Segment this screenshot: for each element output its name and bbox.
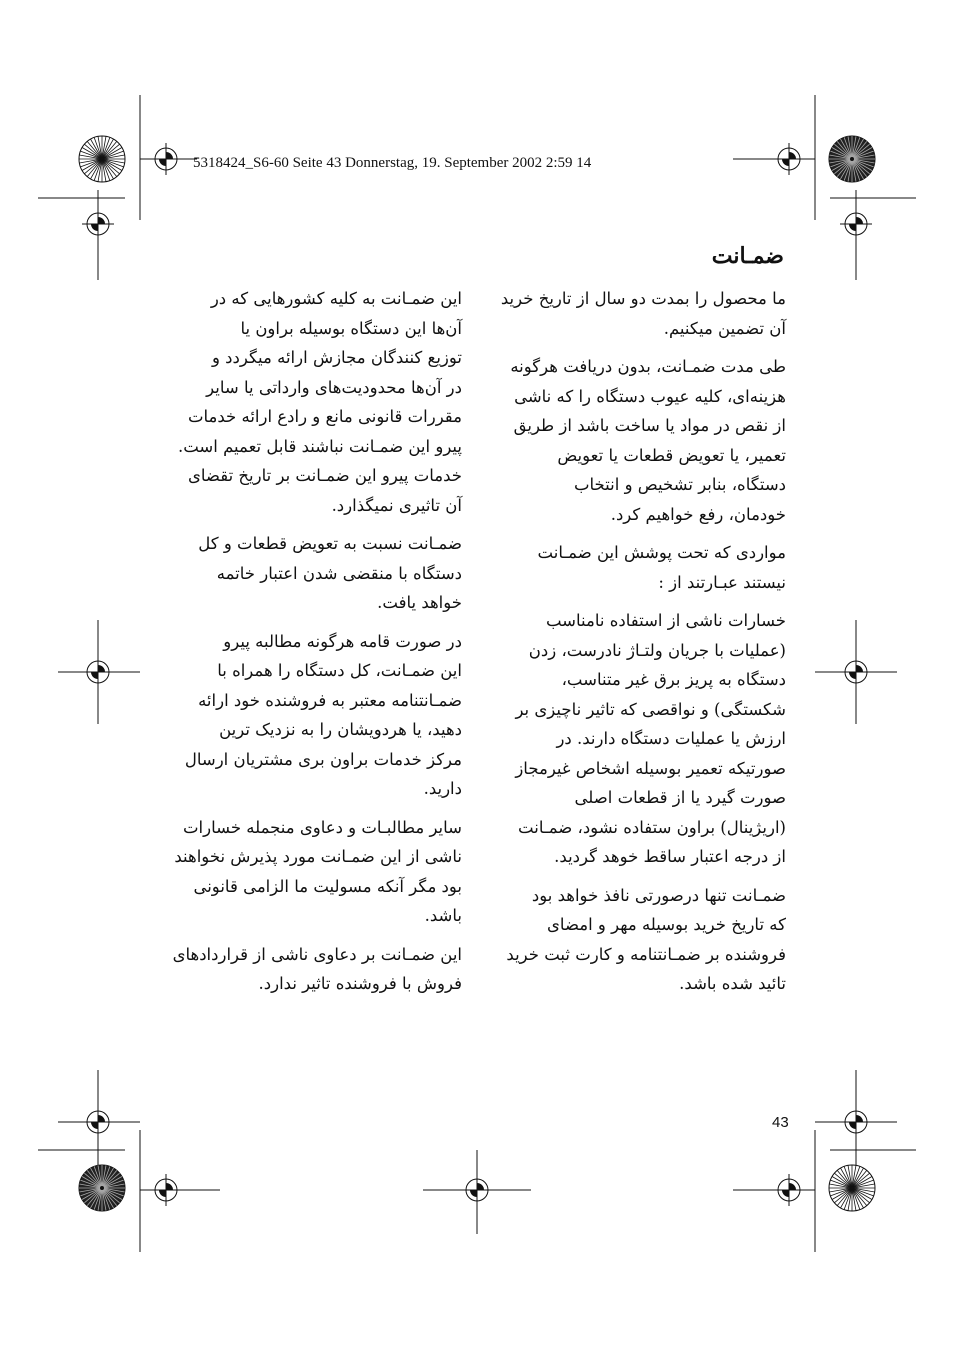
paragraph bbox=[162, 940, 462, 999]
text-line: خسارات ناشی از استفاده نامناسب bbox=[545, 611, 786, 630]
text-line: خدمات پیرو این ضمـانت بر تاریخ تقضای bbox=[187, 466, 462, 485]
text-line: آن تضمین میکنیم. bbox=[663, 318, 786, 338]
text-line: توزیع کنندگان مجازش ارائه میگردد و bbox=[211, 348, 462, 367]
paragraph bbox=[162, 813, 462, 931]
text-line: فروشنده بر ضمـانتنامه و کارت ثبت خرید bbox=[506, 944, 786, 964]
text-line: نیستند عبـارتند از : bbox=[658, 572, 786, 592]
text-line: آن‌ها این دستگاه بوسیله براون یا bbox=[240, 318, 462, 338]
text-line: خواهد یافت. bbox=[377, 593, 462, 612]
page-title: ضمـانت bbox=[711, 243, 784, 269]
text-line: صورتیکه تعمیر بوسیله اشخاص غیرمجاز bbox=[515, 758, 786, 778]
paragraph bbox=[162, 529, 462, 618]
text-line: ارزش یا عملیات دستگاه دارند. در bbox=[556, 729, 786, 748]
text-line: در صورت قامه هرگونه مطالبه پیرو bbox=[223, 631, 462, 651]
text-line: آن تاثیری نمیگذارد. bbox=[331, 495, 462, 515]
text-line: باشد. bbox=[424, 906, 462, 925]
text-line: ضمـانت تنها درصورتی نافذ خواهد بود bbox=[531, 885, 786, 905]
text-line: سایر مطالبـات و دعاوی منجمله خسارات bbox=[183, 817, 462, 837]
print-slug: 5318424_S6-60 Seite 43 Donnerstag, 19. September 2002 2:59 14 bbox=[193, 155, 592, 171]
paragraph bbox=[496, 881, 786, 999]
paragraph bbox=[496, 538, 786, 597]
text-line: دستگاه، بنابر تشخیص و انتخاب bbox=[573, 475, 786, 494]
text-line: شکستگی) و نواقصی که تاثیر ناچیزی بر bbox=[515, 699, 786, 719]
text-line: بود مگر آنکه مسولیت ما الزامی قانونی bbox=[193, 876, 462, 896]
text-line: این ضمـانت، کل دستگاه را همراه با bbox=[217, 661, 462, 680]
text-line: از نقص در مواد یا ساخت باشد از طریق bbox=[513, 416, 786, 435]
text-line: که تاریخ خرید بوسیله مهر و امضای bbox=[547, 915, 786, 934]
text-column-left bbox=[162, 284, 462, 1008]
paragraph bbox=[496, 284, 786, 343]
text-line: تائید شده باشد. bbox=[679, 974, 786, 993]
text-line: در آن‌ها محدودیت‌های وارداتی یا سایر bbox=[206, 377, 462, 397]
text-line: فروش با فروشنده تاثیر ندارد. bbox=[258, 974, 462, 993]
text-line: ضمـانت نسبت به تعویض قطعات و کل bbox=[198, 534, 462, 553]
text-line: دارید. bbox=[423, 779, 462, 798]
text-line: مواردی که تحت پوشش این ضمـانت bbox=[537, 543, 786, 562]
text-line: دهید، یا هردویشان را به نزدیک ترین bbox=[219, 720, 462, 739]
text-line: مقررات قانونی مانع و رادع ارائه خدمات bbox=[187, 407, 462, 426]
text-line: مرکز خدمات براون بری مشتریان ارسال bbox=[184, 749, 462, 769]
paragraph bbox=[162, 627, 462, 804]
text-line: تعمیر، یا تعویض قطعات یا تعویض bbox=[557, 445, 786, 465]
text-line: (اریژینال) براون ستفاده نشود، ضمـانت bbox=[518, 817, 786, 837]
text-line: هزینه‌ای، کلیه عیوب دستگاه را که ناشی bbox=[514, 386, 786, 406]
text-line: ناشی از این ضمـانت مورد پذیرش نخواهند bbox=[174, 847, 462, 866]
paragraph bbox=[496, 606, 786, 872]
text-line: از درجه اعتبار ساقط خوهد گردید. bbox=[554, 847, 786, 866]
text-line: این ضمـانت به کلیه کشورهایی که در bbox=[210, 289, 462, 308]
text-line: این ضمـانت بر دعاوی ناشی از قراردادهای bbox=[172, 944, 462, 964]
paragraph bbox=[162, 284, 462, 520]
text-line: ضمـانتنامه معتبر به فروشنده خود ارائه bbox=[198, 690, 462, 710]
text-line: طی مدت ضمـانت، بدون دریافت هرگونه bbox=[510, 357, 786, 376]
page-number: 43 bbox=[772, 1114, 789, 1131]
paragraph bbox=[496, 352, 786, 529]
text-line: پیرو این ضمـانت نباشند قابل تعمیم است. bbox=[177, 436, 462, 456]
text-line: (عملیات با جریان ولتـاژ نادرست، زدن bbox=[528, 640, 786, 660]
text-line: ما محصول را بمدت دو سال از تاریخ خرید bbox=[500, 289, 786, 308]
text-line: دستگاه به پریز برق غیر متناسب، bbox=[561, 670, 786, 689]
text-line: دستگاه با منقضی شدن اعتبار خاتمه bbox=[216, 563, 462, 583]
text-column-right bbox=[496, 284, 786, 1008]
text-line: خودمان، رفع خواهیم کرد. bbox=[610, 504, 786, 524]
text-line: صورت گیرد یا از قطعات اصلی bbox=[574, 788, 786, 807]
